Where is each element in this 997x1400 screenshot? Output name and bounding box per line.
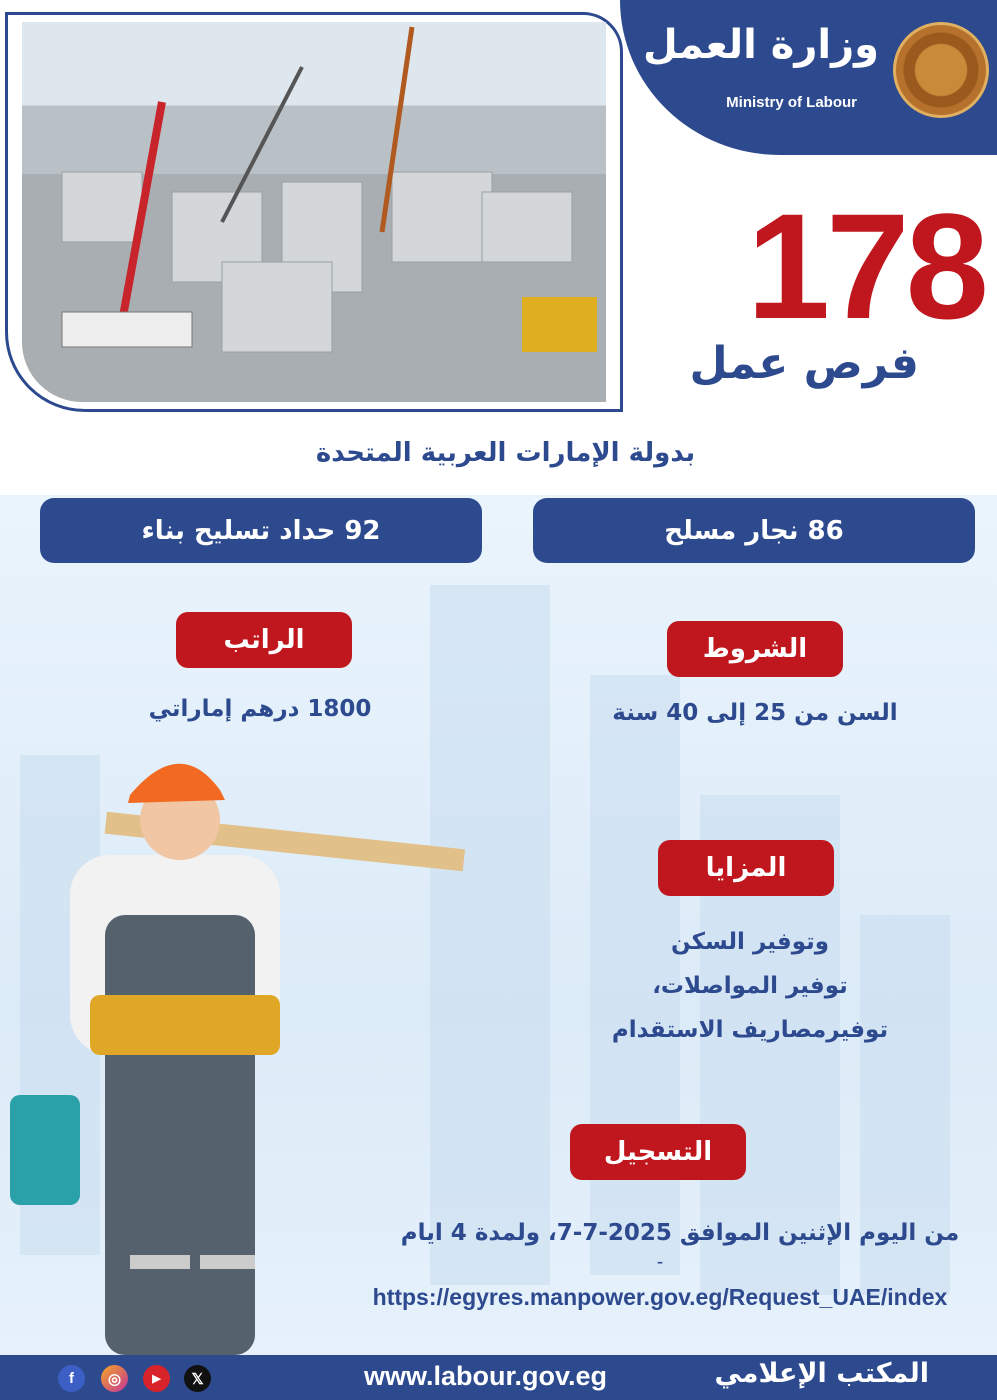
- benefit-item: توفيرمصاريف الاستقدام: [611, 1017, 889, 1043]
- registration-link[interactable]: https://egyres.manpower.gov.eg/Request_UAE/index: [372, 1284, 948, 1310]
- ministry-name-en: Ministry of Labour: [726, 94, 857, 111]
- ministry-header: [620, 0, 997, 155]
- salary-tag: الراتب: [176, 612, 352, 668]
- construction-site-photo: [22, 22, 606, 402]
- salary-text: 1800 درهم إماراتي: [148, 696, 372, 722]
- conditions-text: السن من 25 إلى 40 سنة: [612, 700, 898, 726]
- registration-date: من اليوم الإثنين الموافق 2025-7-7، ولمدة 4 ايام: [400, 1220, 960, 1246]
- media-office-label: المكتب الإعلامي: [714, 1358, 929, 1389]
- ministry-seal-logo: [893, 22, 989, 118]
- conditions-tag: الشروط: [667, 621, 843, 677]
- benefits-list: [560, 920, 940, 1052]
- benefit-item: وتوفير السكن: [670, 929, 830, 955]
- youtube-icon[interactable]: ▶: [143, 1365, 170, 1392]
- job-pill-steel-fixer: 92 حداد تسليح بناء: [40, 498, 482, 563]
- job-pill-carpenter: 86 نجار مسلح: [533, 498, 975, 563]
- facebook-icon[interactable]: f: [58, 1365, 85, 1392]
- footer-bar: [0, 1355, 997, 1400]
- job-count-label: فرص عمل: [689, 338, 919, 389]
- benefits-tag: المزايا: [658, 840, 834, 896]
- country-heading: بدولة الإمارات العربية المتحدة: [315, 438, 696, 468]
- instagram-icon[interactable]: ◎: [101, 1365, 128, 1392]
- x-icon[interactable]: 𝕏: [184, 1365, 211, 1392]
- registration-tag: التسجيل: [570, 1124, 746, 1180]
- separator: –: [657, 1255, 663, 1269]
- ministry-name-ar: وزارة العمل: [643, 22, 879, 68]
- benefit-item: توفير المواصلات،: [652, 973, 848, 999]
- worker-illustration: [10, 735, 480, 1355]
- website-link[interactable]: www.labour.gov.eg: [364, 1361, 608, 1391]
- job-count: 178: [746, 182, 985, 350]
